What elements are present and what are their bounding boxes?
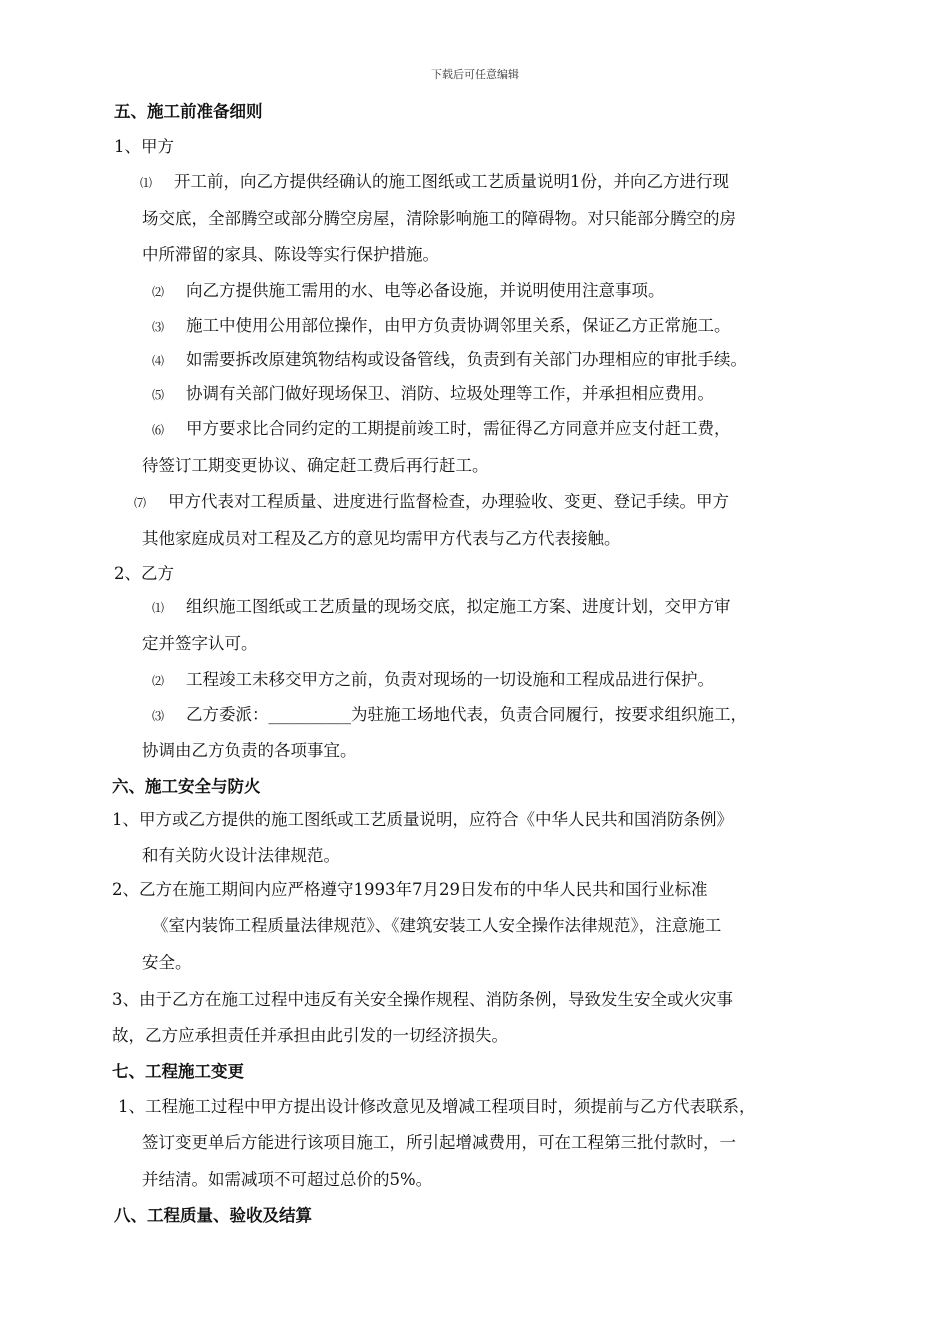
line-text: 2、乙方 xyxy=(114,564,174,583)
item-number: ⑸ xyxy=(152,388,165,402)
paragraph-line xyxy=(112,810,733,830)
line-text: 1、甲方或乙方提供的施工图纸或工艺质量说明，应符合《中华人民共和国消防条例》 xyxy=(112,810,733,829)
line-text: 待签订工期变更协议、确定赶工费后再行赶工。 xyxy=(142,456,489,475)
line-text: 并结清。如需减项不可超过总价的5%。 xyxy=(142,1170,433,1189)
line-text: 组织施工图纸或工艺质量的现场交底，拟定施工方案、进度计划，交甲方审 xyxy=(186,597,731,616)
item-number: ⑶ xyxy=(152,320,165,334)
line-text: 向乙方提供施工需用的水、电等必备设施，并说明使用注意事项。 xyxy=(186,281,665,300)
line-text: 工程竣工未移交甲方之前，负责对现场的一切设施和工程成品进行保护。 xyxy=(186,670,715,689)
item-number: ⑵ xyxy=(152,285,165,299)
line-text: 签订变更单后方能进行该项目施工，所引起增减费用，可在工程第三批付款时，一 xyxy=(142,1133,736,1152)
line-text: 和有关防火设计法律规范。 xyxy=(142,846,340,865)
paragraph-line xyxy=(114,137,174,157)
page-header: 下载后可任意编辑 xyxy=(431,68,519,81)
line-text: 如需要拆改原建筑物结构或设备管线，负责到有关部门办理相应的审批手续。 xyxy=(186,350,748,369)
line-text: 中所滞留的家具、陈设等实行保护措施。 xyxy=(142,245,439,264)
paragraph-line xyxy=(152,597,731,618)
paragraph-line xyxy=(118,1097,756,1117)
paragraph-line xyxy=(152,281,665,302)
paragraph-line xyxy=(152,419,731,440)
line-text: 五、施工前准备细则 xyxy=(114,102,263,121)
item-number: ⑹ xyxy=(152,423,165,437)
paragraph-line xyxy=(142,741,357,761)
paragraph-line xyxy=(142,953,192,973)
line-text: 1、甲方 xyxy=(114,137,174,156)
paragraph-line xyxy=(140,172,729,193)
paragraph-line xyxy=(142,245,439,265)
item-number: ⑷ xyxy=(152,354,165,368)
line-text: 八、工程质量、验收及结算 xyxy=(114,1206,312,1225)
paragraph-line xyxy=(142,1170,432,1190)
paragraph-line xyxy=(152,384,714,405)
line-text: 2、乙方在施工期间内应严格遵守1993年7月29日发布的中华人民共和国行业标准 xyxy=(112,880,708,899)
line-text: 乙方委派：__________为驻施工场地代表，负责合同履行，按要求组织施工， xyxy=(186,705,748,724)
item-number: ⑴ xyxy=(140,176,153,190)
line-text: 定并签字认可。 xyxy=(142,634,258,653)
paragraph-line xyxy=(112,880,707,900)
section-heading xyxy=(114,102,263,122)
paragraph-line xyxy=(112,1026,508,1046)
line-text: 其他家庭成员对工程及乙方的意见均需甲方代表与乙方代表接触。 xyxy=(142,529,621,548)
line-text: 《室内装饰工程质量法律规范》、《建筑安装工人安全操作法律规范》，注意施工 xyxy=(152,916,722,935)
item-number: ⑶ xyxy=(152,709,165,723)
line-text: 3、由于乙方在施工过程中违反有关安全操作规程、消防条例，导致发生安全或火灾事 xyxy=(112,990,733,1009)
paragraph-line xyxy=(142,529,621,549)
paragraph-line xyxy=(152,916,721,936)
paragraph-line xyxy=(152,705,747,726)
paragraph-line xyxy=(152,316,731,337)
paragraph-line xyxy=(112,990,733,1010)
section-heading xyxy=(112,1062,244,1082)
line-text: 甲方要求比合同约定的工期提前竣工时，需征得乙方同意并应支付赶工费， xyxy=(186,419,731,438)
section-heading xyxy=(112,777,261,797)
paragraph-line xyxy=(152,350,747,371)
line-text: 安全。 xyxy=(142,953,192,972)
line-text: 甲方代表对工程质量、进度进行监督检查，办理验收、变更、登记手续。甲方 xyxy=(168,492,730,511)
paragraph-line xyxy=(142,209,736,229)
section-heading xyxy=(114,1206,312,1226)
line-text: 七、工程施工变更 xyxy=(112,1062,244,1081)
line-text: 协调由乙方负责的各项事宜。 xyxy=(142,741,357,760)
line-text: 协调有关部门做好现场保卫、消防、垃圾处理等工作，并承担相应费用。 xyxy=(186,384,715,403)
line-text: 六、施工安全与防火 xyxy=(112,777,261,796)
item-number: ⑴ xyxy=(152,601,165,615)
paragraph-line xyxy=(142,1133,736,1153)
line-text: 1、工程施工过程中甲方提出设计修改意见及增减工程项目时，须提前与乙方代表联系， xyxy=(118,1097,756,1116)
paragraph-line xyxy=(114,564,174,584)
paragraph-line xyxy=(134,492,729,513)
paragraph-line xyxy=(142,456,489,476)
line-text: 施工中使用公用部位操作，由甲方负责协调邻里关系，保证乙方正常施工。 xyxy=(186,316,731,335)
paragraph-line xyxy=(142,634,258,654)
paragraph-line xyxy=(152,670,714,691)
line-text: 开工前，向乙方提供经确认的施工图纸或工艺质量说明1份，并向乙方进行现 xyxy=(174,172,730,191)
paragraph-line xyxy=(142,846,340,866)
line-text: 故，乙方应承担责任并承担由此引发的一切经济损失。 xyxy=(112,1026,508,1045)
item-number: ⑺ xyxy=(134,496,147,510)
item-number: ⑵ xyxy=(152,674,165,688)
line-text: 场交底，全部腾空或部分腾空房屋，清除影响施工的障碍物。对只能部分腾空的房 xyxy=(142,209,736,228)
